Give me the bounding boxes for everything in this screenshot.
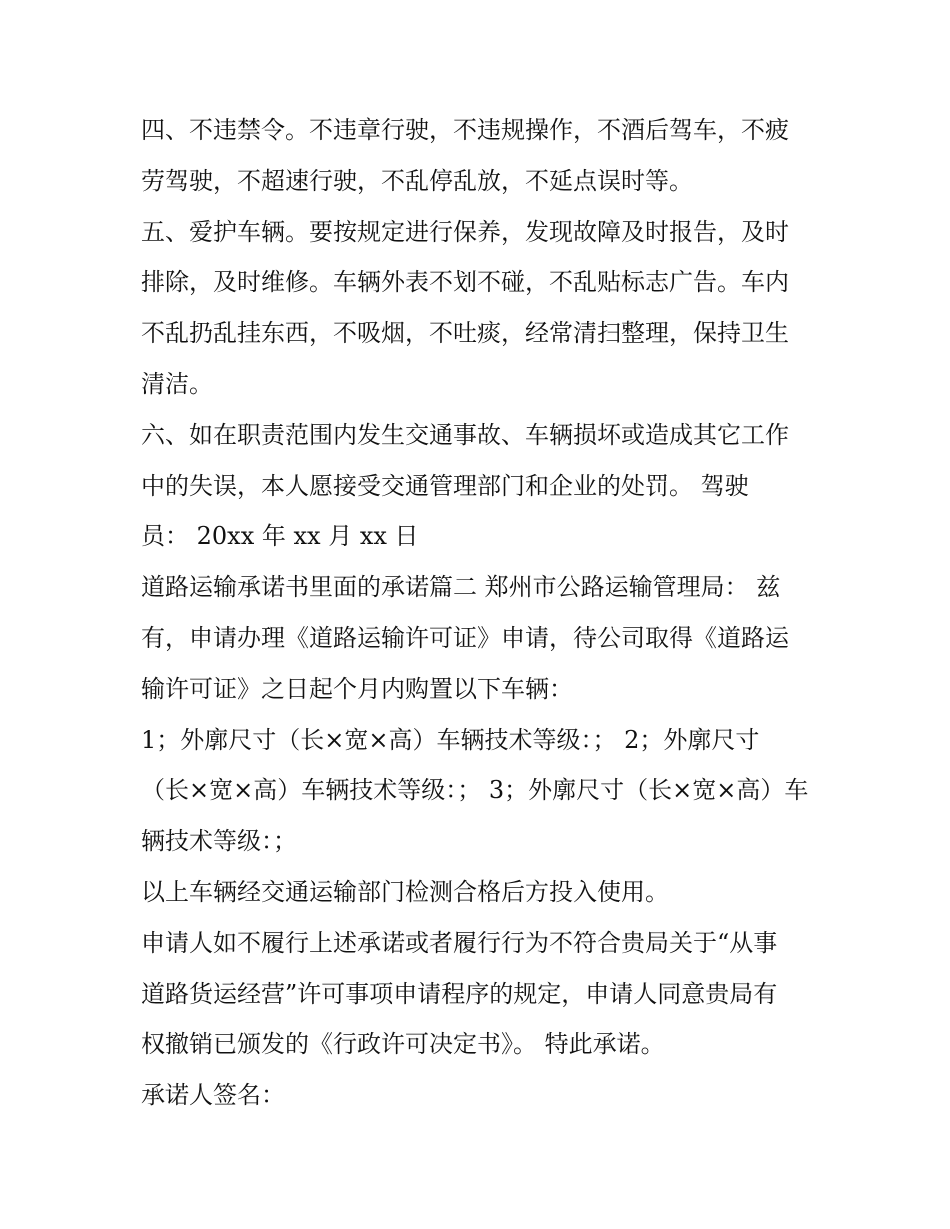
text-line: 劳驾驶，不超速行驶，不乱停乱放，不延点误时等。	[141, 166, 693, 195]
signature-label: 承诺人签名：	[141, 1081, 285, 1110]
paragraph-pledge-two-intro	[141, 562, 811, 714]
text-line: 申请人如不履行上述承诺或者履行行为不符合贵局关于“从事	[141, 928, 778, 957]
text-line: 输许可证》之日起个月内购置以下车辆：	[141, 674, 573, 703]
text-line: 不乱扔乱挂东西，不吸烟，不吐痰，经常清扫整理，保持卫生	[141, 319, 789, 348]
text-line: 道路货运经营”许可事项申请程序的规定，申请人同意贵局有	[141, 979, 778, 1008]
text-line: 四、不违禁令。不违章行驶，不违规操作，不酒后驾车，不疲	[141, 116, 789, 144]
paragraph-rule-six	[141, 410, 811, 562]
text-line: 辆技术等级：；	[141, 827, 297, 856]
text-line: 清洁。	[141, 369, 213, 398]
paragraph-rule-five	[141, 207, 811, 410]
text-line: 中的失误，本人愿接受交通管理部门和企业的处罚。 驾驶	[141, 471, 749, 500]
text-line: 六、如在职责范围内发生交通事故、车辆损坏或造成其它工作	[141, 420, 789, 449]
text-line: 权撤销已颁发的《行政许可决定书》。 特此承诺。	[141, 1030, 665, 1059]
paragraph-revocation	[141, 918, 811, 1070]
text-line: 1；外廓尺寸（长×宽×高）车辆技术等级：； 2；外廓尺寸	[141, 725, 760, 754]
paragraph-inspection	[141, 867, 811, 918]
paragraph-rule-four	[141, 105, 811, 207]
text-line: 员： 20xx 年 xx 月 xx 日	[141, 522, 419, 551]
text-line: 道路运输承诺书里面的承诺篇二 郑州市公路运输管理局： 兹	[141, 573, 781, 602]
document-body	[141, 105, 811, 1121]
paragraph-vehicle-list	[141, 715, 811, 867]
text-line: 以上车辆经交通运输部门检测合格后方投入使用。	[141, 877, 669, 906]
paragraph-signature	[141, 1070, 811, 1121]
text-line: 排除，及时维修。车辆外表不划不碰，不乱贴标志广告。车内	[141, 268, 789, 297]
text-line: 五、爱护车辆。要按规定进行保养，发现故障及时报告，及时	[141, 217, 789, 246]
text-line: （长×宽×高）车辆技术等级：； 3；外廓尺寸（长×宽×高）车	[141, 776, 809, 805]
text-line: 有，申请办理《道路运输许可证》申请，待公司取得《道路运	[141, 623, 789, 652]
